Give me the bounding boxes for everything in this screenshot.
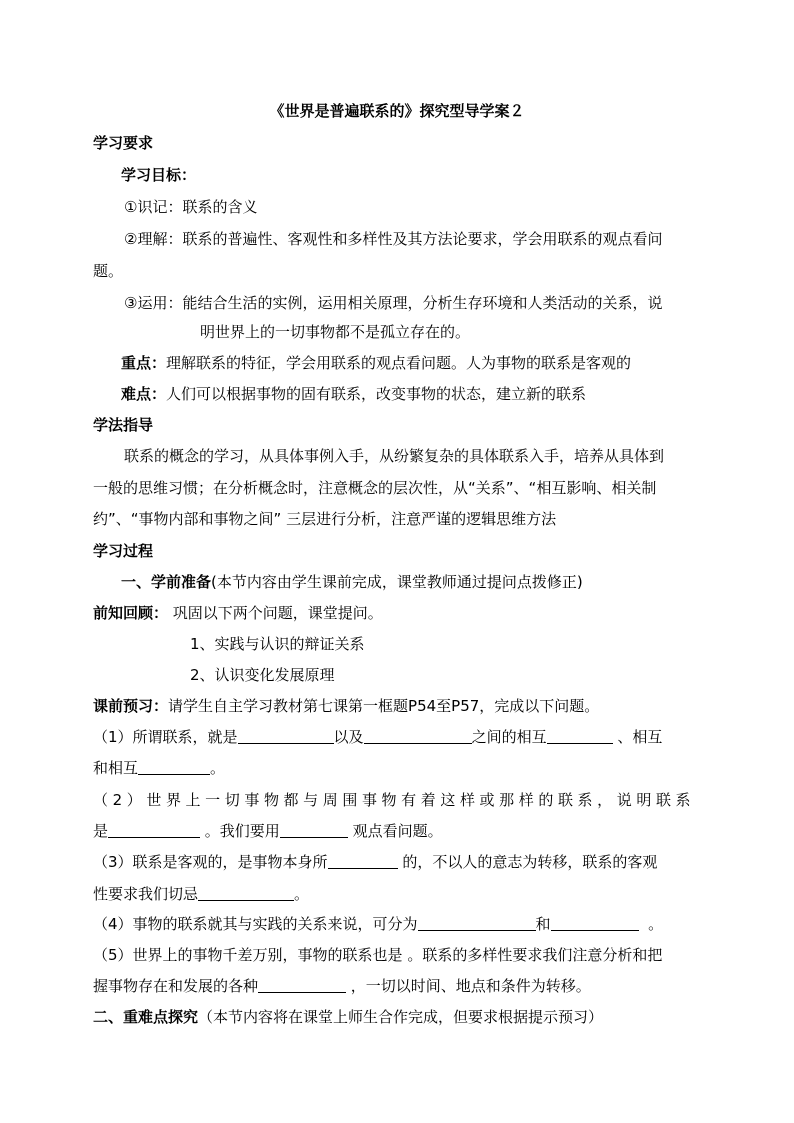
question-3-text-d: 。 (294, 885, 310, 903)
exploration-note: （本节内容将在课堂上师生合作完成，但要求根据提示预习） (198, 1008, 604, 1026)
pre-study-label: 一、学前准备 (121, 573, 212, 591)
goals-heading: 学习目标： (121, 166, 197, 184)
pre-study-note: (本节内容由学生课前完成，课堂教师通过提问点拨修正) (211, 573, 583, 591)
review-line (93, 603, 383, 623)
key-point (121, 353, 631, 373)
question-1-text-d: 、相互 (617, 728, 663, 746)
question-1 (93, 727, 662, 747)
goal-item-2: ②理解：联系的普遍性、客观性和多样性及其方法论要求，学会用联系的观点看问 (124, 230, 663, 248)
question-2-text-a: 是 (93, 822, 109, 840)
page-title: 《世界是普遍联系的》探究型导学案２ (269, 102, 525, 120)
fill-blank[interactable] (238, 727, 334, 744)
key-point-text: 理解联系的特征，学会用联系的观点看问题。人为事物的联系是客观的 (166, 354, 632, 372)
fill-blank[interactable] (328, 852, 398, 869)
question-2: （2）世界上一切事物都与周围事物有着这样或那样的联系，说明联系 (93, 791, 696, 809)
question-5-text-a: 握事物存在和发展的各种 (93, 977, 259, 995)
method-paragraph-line-2: 一般的思维习惯；在分析概念时，注意概念的层次性，从“关系”、“相互影响、相关制 (93, 479, 657, 497)
question-3 (93, 852, 657, 872)
difficult-point (121, 384, 586, 404)
goal-item-3: ③运用：能结合生活的实例，运用相关原理，分析生存环境和人类活动的关系，说 (124, 294, 663, 312)
question-2-text-c: 观点看问题。 (352, 822, 443, 840)
review-item-1: 1、实践与认识的辩证关系 (190, 635, 365, 653)
fill-blank[interactable] (364, 727, 472, 744)
review-label: 前知回顾： (93, 604, 169, 622)
question-1-text-c: 之间的相互 (471, 728, 547, 746)
question-3-cont (93, 884, 309, 904)
fill-blank[interactable] (258, 976, 346, 993)
section-heading-method: 学法指导 (93, 416, 154, 434)
method-paragraph-line-1: 联系的概念的学习，从具体事例入手，从纷繁复杂的具体联系入手，培养从具体到 (124, 447, 665, 465)
question-5: （5）世界上的事物千差万别，事物的联系也是 。联系的多样性要求我们注意分析和把 (93, 946, 663, 964)
fill-blank[interactable] (198, 884, 294, 901)
question-3-text-b: 的，不以人的意志为转移，联系的客观 (402, 853, 658, 871)
question-5-cont (93, 976, 591, 996)
key-point-label: 重点： (121, 354, 167, 372)
preview-label: 课前预习： (93, 697, 169, 715)
question-1-text-b: 以及 (333, 728, 364, 746)
question-4-text-c: 。 (648, 915, 664, 933)
fill-blank[interactable] (108, 821, 200, 838)
section-heading-process: 学习过程 (93, 542, 154, 560)
key-difficult-exploration (93, 1007, 603, 1027)
question-4-text-a: （4）事物的联系就其与实践的关系来说，可分为 (93, 915, 418, 933)
difficult-point-label: 难点： (121, 385, 167, 403)
question-1-cont (93, 758, 225, 778)
goal-item-1: ①识记：联系的含义 (124, 198, 258, 216)
review-item-2: 2、认识变化发展原理 (190, 666, 335, 684)
question-5-text-b: ，一切以时间、地点和条件为转移。 (350, 977, 591, 995)
question-2-cont (93, 821, 443, 841)
fill-blank[interactable] (551, 914, 639, 931)
goal-item-3-cont: 明世界上的一切事物都不是孤立存在的。 (200, 323, 471, 341)
question-3-text-a: （3）联系是客观的，是事物本身所 (93, 853, 328, 871)
method-paragraph-line-3: 约”、“事物内部和事物之间” 三层进行分析，注意严谨的逻辑思维方法 (93, 510, 557, 528)
question-4 (93, 914, 663, 934)
review-text: 巩固以下两个问题，课堂提问。 (172, 604, 383, 622)
question-1-text-f: 。 (210, 759, 226, 777)
goal-item-2-cont: 题。 (93, 262, 124, 280)
difficult-point-text: 人们可以根据事物的固有联系，改变事物的状态，建立新的联系 (166, 385, 587, 403)
question-2-text-b: 。我们要用 (204, 822, 280, 840)
preview-text: 请学生自主学习教材第七课第一框题P54至P57，完成以下问题。 (168, 697, 600, 715)
question-4-text-b: 和 (535, 915, 551, 933)
exploration-label: 二、重难点探究 (93, 1008, 199, 1026)
fill-blank[interactable] (138, 758, 210, 775)
fill-blank[interactable] (280, 821, 348, 838)
pre-study-heading (121, 572, 583, 592)
question-1-text-a: （1）所谓联系，就是 (93, 728, 238, 746)
fill-blank[interactable] (418, 914, 536, 931)
preview-line (93, 696, 599, 716)
section-heading-requirements: 学习要求 (93, 134, 154, 152)
question-1-text-e: 和相互 (93, 759, 139, 777)
fill-blank[interactable] (547, 727, 613, 744)
question-3-text-c: 性要求我们切忌 (93, 885, 199, 903)
